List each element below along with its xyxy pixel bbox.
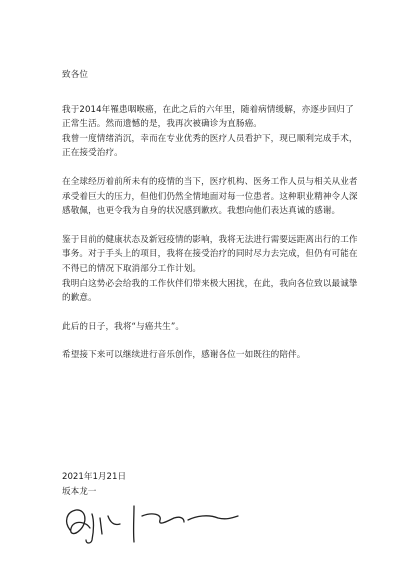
letter-body	[62, 68, 362, 377]
paragraph-line: 此后的日子，我将“与癌共生”。	[62, 321, 185, 332]
paragraph-gratitude	[62, 175, 362, 219]
salutation: 致各位	[62, 70, 89, 80]
paragraph-work-impact	[62, 233, 362, 306]
paragraph-line: 鉴于目前的健康状态及新冠疫情的影响，我将无法进行需要远距离出行的工作事务。对于手头上的项目，我将在接受治疗的同时尽力去完成，但仍有可能在不得已的情况下取消部分工作计划。	[62, 234, 358, 274]
paragraph-line: 我于2014年罹患咽喉癌，在此之后的六年里，随着病情缓解，亦逐步回归了正常生活。然而遗憾的是，我再次被确诊为直肠癌。	[62, 104, 354, 130]
paragraph-living-with-cancer	[62, 320, 362, 335]
handwritten-signature	[56, 500, 246, 548]
date-author-block	[62, 470, 126, 499]
letter-date: 2021年1月21日	[62, 472, 127, 482]
paragraph-line: 希望接下来可以继续进行音乐创作，感谢各位一如既往的陪伴。	[62, 350, 306, 361]
paragraph-line: 我明白这势必会给我的工作伙伴们带来极大困扰，在此，我向各位致以最诚挚的歉意。	[62, 278, 358, 304]
paragraph-line: 在全球经历着前所未有的疫情的当下，医疗机构、医务工作人员与相关从业者承受着巨大的压力，但他们仍然全情地面对每一位患者。这种职业精神令人深感敬佩，也更令我为自身的状况感到歉疚。我想向他们表达真诚的感谢。	[62, 176, 358, 217]
signature-drawing	[56, 500, 246, 548]
paragraph-diagnosis	[62, 103, 362, 161]
paragraph-closing	[62, 348, 362, 363]
author-name: 坂本龙一	[62, 486, 97, 497]
paragraph-line: 我曾一度情绪消沉，幸而在专业优秀的医疗人员看护下，现已顺利完成手术，正在接受治疗。	[62, 133, 358, 159]
